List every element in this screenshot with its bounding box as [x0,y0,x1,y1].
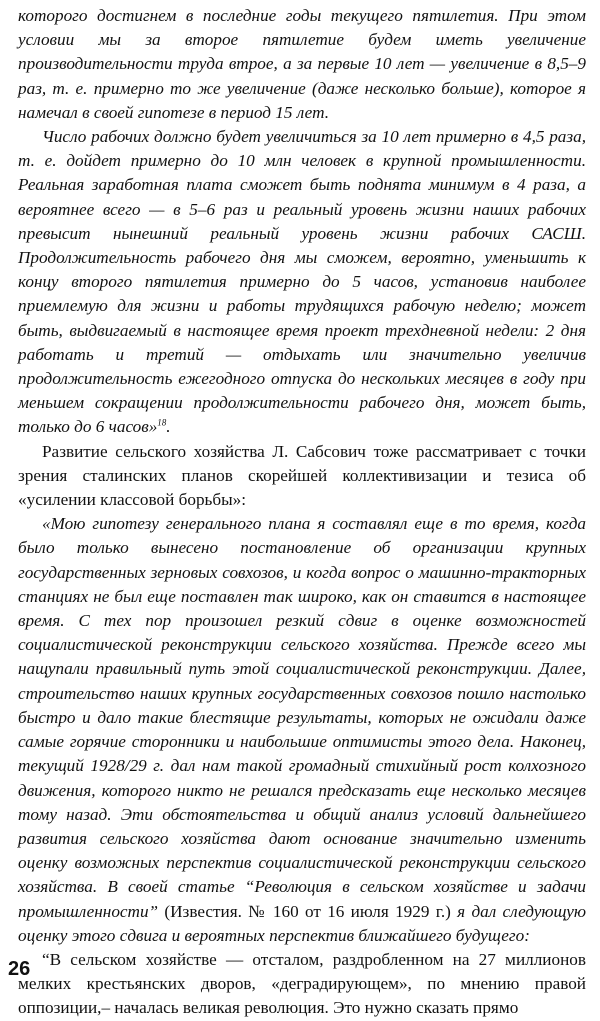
paragraph-4-citation: (Известия. № 160 от 16 июля 1929 г.) [158,901,458,921]
page-number: 26 [8,958,31,980]
paragraph-5: “В сельском хозяйстве — отсталом, раздробленном на 27 миллионов мелких крестьянских дворов, «деградирующем», по мнению правой оппозиции,– началась великая революция. Это нужно сказать прямо [18,949,586,1018]
page-body [18,4,586,1021]
paragraph-1: которого достигнем в последние годы текущего пятилетия. При этом условии мы за второе пятилетие будем иметь увеличение производительности труда втрое, а за первые 10 лет — увеличение в 8,5–9 раз, т. е. примерно то же увеличение (даже несколько больше), которое я намечал в своей гипотезе в период 15 лет. [18,6,586,122]
paragraph-3: Развитие сельского хозяйства Л. Сабсович тоже рассматривает с точки зрения сталинских планов скорейшей коллективизации и тезиса об «усилении классовой борьбы»: [18,441,586,510]
paragraph-4 [18,512,586,948]
footnote-mark: 18 [157,417,167,428]
paragraph-4-quote-tail: я дал следующую оценку этого сдвига и вероятных перспектив ближайшего будущего: [18,901,586,945]
paragraph-4-quote: «Мою гипотезу генерального плана я составлял еще в то время, когда было только вынесено постановление об организации крупных государственных зерновых совхозов, и когда вопрос о машинно-тракторных станциях не был еще поставлен так широко, как он ставится в настоящее время. С тех пор произошел резкий сдвиг в оценке возможностей социалистической реконструкции сельского хозяйства. Прежде всего мы нащупали правильный путь этой социалистической реконструкции. Далее, строительство наших крупных государственных совхозов пошло настолько быстро и дало такие блестящие результаты, которых не ожидали даже самые горячие сторонники и наибольшие оптимисты этого дела. Наконец, текущий 1928/29 г. дал нам такой громадный стихийный рост колхозного движения, которого никто не решался предсказать еще несколько месяцев тому назад. Эти обстоятельства и общий анализ условий дальнейшего развития сельского хозяйства дают основание значительно изменить оценку возможных перспектив социалистической реконструкции сельского хозяйства. В своей статье “Революция в сельском хозяйстве и задачи промышленности” [18,514,586,921]
paragraph-2-text: Число рабочих должно будет увеличиться за 10 лет примерно в 4,5 раза, т. е. дойдет примерно до 10 млн человек в крупной промышленности. Реальная заработная плата сможет быть поднята минимум в 4 раза, а вероятнее всего — в 5–6 раз и реальный уровень жизни наших рабочих превысит нынешний реальный уровень жизни рабочих САСШ. Продолжительность рабочего дня мы сможем, вероятно, уменьшить к концу второго пятилетия примерно до 5 часов, установив наиболее приемлемую для жизни и работы трудящихся рабочую неделю; может быть, выдвигаемый в настоящее время проект трехдневной недели: 2 дня работать и третий — отдыхать или значительно увеличив продолжительность ежегодного отпуска до нескольких месяцев в году при меньшем сокращении продолжительности рабочего дня, может быть, только до 6 часов» [18,127,586,437]
paragraph-2 [18,125,586,440]
paragraph-2-tail: . [166,417,171,437]
